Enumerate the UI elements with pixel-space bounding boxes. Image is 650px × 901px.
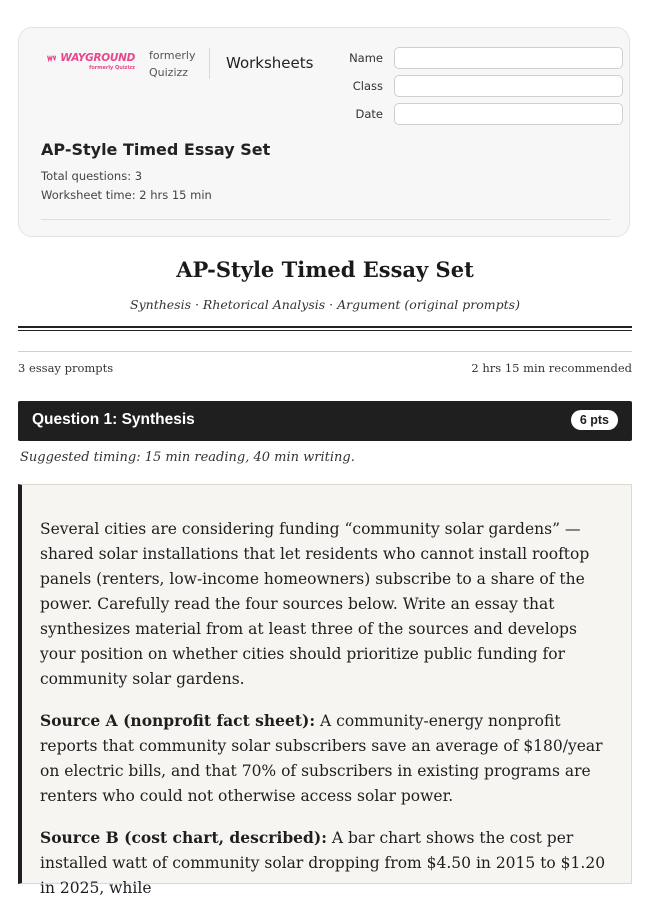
source-a-text: A community-energy nonprofit reports that community solar subscribers save an average of $180/year on electric bills, and that 70% of subscribers in existing programs are renters who could not otherwise access solar power. <box>40 712 603 805</box>
source-a <box>40 708 611 809</box>
source-b-label: Source B (cost chart, described): <box>40 828 327 847</box>
header-rule <box>41 219 610 220</box>
brand-name: WAYGROUND <box>60 52 135 64</box>
formerly-line: formerly <box>149 49 196 62</box>
date-input[interactable] <box>394 103 623 125</box>
document-title: AP-Style Timed Essay Set <box>176 257 474 282</box>
wayground-logo <box>47 52 135 71</box>
section-rule <box>18 351 632 352</box>
question-title: Question 1: Synthesis <box>32 411 195 428</box>
date-label: Date <box>355 107 383 121</box>
wayground-logo-icon <box>47 52 56 64</box>
worksheet-time: Worksheet time: 2 hrs 15 min <box>41 188 212 202</box>
document-subtitle: Synthesis · Rhetorical Analysis · Argument (original prompts) <box>130 297 520 312</box>
worksheets-label: Worksheets <box>226 54 314 72</box>
suggested-timing: Suggested timing: 15 min reading, 40 min writing. <box>20 450 355 465</box>
title-double-rule <box>18 326 632 331</box>
name-label: Name <box>349 51 383 65</box>
header-divider <box>209 48 210 79</box>
question-header-bar <box>18 401 632 441</box>
name-field-row <box>329 47 625 69</box>
class-label: Class <box>352 79 383 93</box>
total-questions: Total questions: 3 <box>41 169 143 183</box>
points-badge: 6 pts <box>571 410 618 430</box>
brand-sub: formerly Quizizz <box>89 65 135 71</box>
prompt-box <box>18 484 632 897</box>
prompt-intro: Several cities are considering funding “community solar gardens” — shared solar installations that let residents who cannot install rooftop panels (renters, low-income homeowners) subscribe to a share of the power. Carefully read the four sources below. Write an essay that synthesizes material from at least three of the sources and develops your position on whether cities should prioritize public funding for community solar gardens. <box>40 520 590 688</box>
class-input[interactable] <box>394 75 623 97</box>
formerly-quizizz-text <box>149 47 196 81</box>
worksheet-header-card <box>18 27 630 237</box>
source-b-text: A bar chart shows the cost per installed watt of community solar dropping from $4.50 in 2015 to $1.20 in 2025, while <box>40 829 606 897</box>
source-b <box>40 825 611 901</box>
date-field-row <box>329 103 625 125</box>
quizizz-line: Quizizz <box>149 66 189 79</box>
worksheet-title: AP-Style Timed Essay Set <box>41 140 271 159</box>
prompt-count: 3 essay prompts <box>18 361 114 375</box>
name-input[interactable] <box>394 47 623 69</box>
class-field-row <box>329 75 625 97</box>
source-a-label: Source A (nonprofit fact sheet): <box>40 711 316 730</box>
recommended-time: 2 hrs 15 min recommended <box>471 361 632 375</box>
